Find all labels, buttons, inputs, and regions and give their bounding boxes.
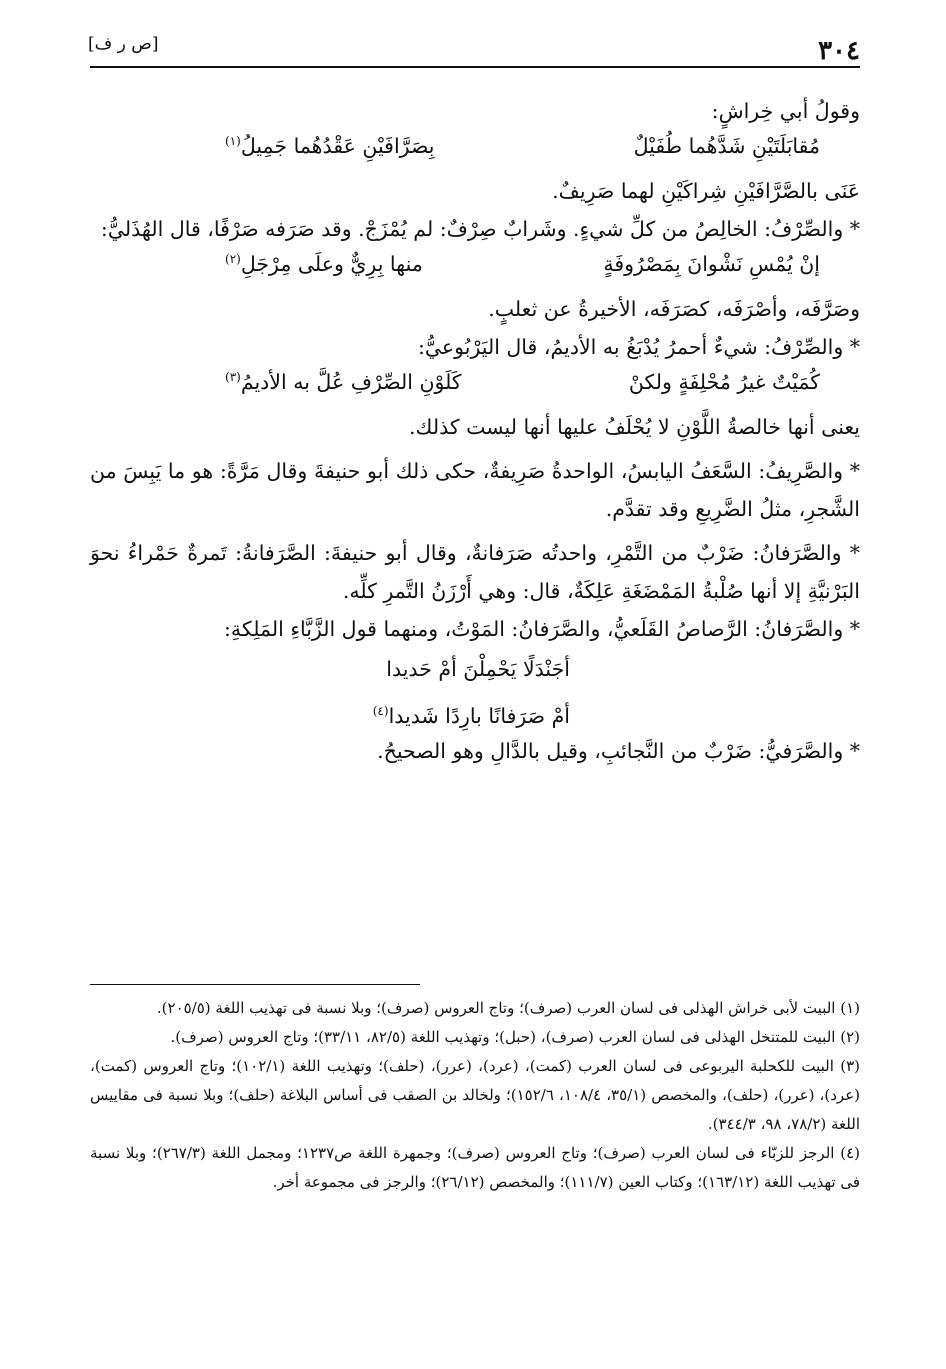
paragraph: * والصِّرْفُ: الخالِصُ من كلِّ شيءٍ. وشَرابٌ صِرْفٌ: لم يُمْزَجْ. وقد صَرَفه صَرْفًا، قال الهُذَليُّ: bbox=[100, 217, 860, 241]
footnote-ref: (٣) bbox=[225, 370, 241, 385]
header-rule bbox=[90, 66, 860, 68]
paragraph: وصَرَّفَه، وأصْرَفَه، كصَرَفَه، الأخيرةُ عن ثعلبٍ. bbox=[488, 297, 860, 321]
paragraph: * والصَّرِيفُ: السَّعَفُ اليابسُ، الواحدةُ صَرِيفةٌ، حكى ذلك أبو حنيفةَ وقال مَرَّةً: هو ما يَبِسَ من الشَّجرِ، مثلُ الضَّرِيعِ وقد تقدَّم. bbox=[90, 459, 860, 521]
paragraph: * والصَّرَفانُ: ضَرْبٌ من التَّمْرِ، واحدتُه صَرَفانةٌ، وقال أبو حنيفةَ: الصَّرَفانةُ: تَمرةٌ حَمْراءُ نحوَ البَرْنيَّةِ إلا أنها صُلْبةُ المَمْضَغَةِ عَلِكَةٌ، قال: وهي أَرْزَنُ التَّمرِ كلِّه. bbox=[90, 541, 860, 603]
verse-line bbox=[90, 130, 860, 172]
verse-line bbox=[90, 248, 860, 290]
rajaz-text: أمْ صَرَفانًا بارِدًا شَديدا bbox=[388, 703, 570, 728]
verse-line bbox=[90, 366, 860, 408]
verse-first-hemistich: مُقابَلَتَيْنِ شَدَّهُما طُفَيْلٌ bbox=[633, 134, 820, 158]
rajaz-line bbox=[90, 690, 860, 732]
footnote-ref: (١) bbox=[225, 134, 241, 149]
footnotes bbox=[90, 994, 860, 1197]
verse-first-hemistich: كُمَيْتٌ غيرُ مُحْلِفَةٍ ولكنْ bbox=[628, 370, 820, 394]
page-header bbox=[88, 28, 860, 66]
footnote-ref: (٢) bbox=[225, 252, 241, 267]
paragraph: وقولُ أبي خِراشٍ: bbox=[711, 99, 860, 123]
paragraph: عَنَى بالصَّرَّافَيْنِ شِراكَيْنِ لهما صَرِيفٌ. bbox=[552, 179, 860, 203]
footnote: (٣) البيت للكحلبة اليربوعى فى لسان العرب (كمت)، (عرد)، (عرر)، (حلف)؛ وتهذيب اللغة (١٠٢/١)؛ وتاج العروس (كمت)، (عرد)، (عرر)، (حلف)، والمخصص (٣٥/١، ١٠٨/٤، ١٥٢/٦)؛ ولخالد بن الصقب فى أساس البلاغة (حلف)؛ وبلا نسبة فى مقاييس اللغة (٧٨/٢، ٩٨، ٣٤٤/٣). bbox=[90, 1057, 860, 1133]
footnote: (٢) البيت للمتنخل الهذلى فى لسان العرب (صرف)، (حبل)؛ وتهذيب اللغة (٨٢/٥، ٣٣/١١)؛ وتاج العروس (صرف). bbox=[170, 1028, 860, 1046]
hemistich-text: كَلَوْنِ الصِّرْفِ عُلَّ به الأديمُ bbox=[240, 370, 462, 394]
footnote: (١) البيت لأبى خراش الهذلى فى لسان العرب (صرف)؛ وتاج العروس (صرف)؛ وبلا نسبة فى تهذيب اللغة (٢٠٥/٥). bbox=[156, 999, 860, 1017]
verse-second-hemistich bbox=[225, 252, 423, 276]
verse-first-hemistich: إنْ يُمْسِ نَشْوانَ بِمَصْرُوفَةٍ bbox=[603, 252, 820, 276]
paragraph: يعنى أنها خالصةُ اللَّوْنِ لا يُحْلَفُ عليها أنها ليست كذلك. bbox=[409, 415, 860, 439]
footnote-rule bbox=[90, 984, 420, 985]
paragraph: * والصَّرَفيُّ: ضَرْبٌ من النَّجائبِ، وقيل بالدَّالِ وهو الصحيحُ. bbox=[377, 739, 860, 763]
rajaz-line: أجَنْدَلًا يَحْمِلْنَ أمْ حَديدا bbox=[386, 657, 570, 681]
footnote: (٤) الرجز للزبّاء فى لسان العرب (صرف)؛ وتاج العروس (صرف)؛ وجمهرة اللغة ص١٢٣٧؛ ومجمل اللغة (٢٦٧/٣)؛ وبلا نسبة فى تهذيب اللغة (١٦٣/١٢)؛ وكتاب العين (١١١/٧)؛ والمخصص (٢٦/١٢)؛ والرجز فى مجموعة أخر. bbox=[90, 1144, 860, 1191]
page-number: ٣٠٤ bbox=[818, 36, 860, 66]
root-label: [ص ر ف] bbox=[88, 34, 159, 54]
hemistich-text: منها بِرِيٌّ وعلَى مِرْجَلِ bbox=[240, 252, 423, 276]
verse-second-hemistich bbox=[225, 370, 462, 394]
main-text bbox=[90, 92, 860, 770]
paragraph: * والصَّرَفانُ: الرَّصاصُ القَلَعيُّ، والصَّرَفانُ: المَوْتُ، ومنهما قول الزَّبَّاءِ المَلِكةِ: bbox=[224, 617, 860, 641]
verse-second-hemistich bbox=[225, 134, 434, 158]
paragraph: * والصِّرْفُ: شيءٌ أحمرُ يُدْبَغُ به الأديمُ، قال اليَرْبُوعيُّ: bbox=[417, 335, 860, 359]
footnote-ref: (٤) bbox=[372, 704, 389, 718]
hemistich-text: بِصَرَّافَيْنِ عَقْدُهُما جَمِيلُ bbox=[240, 134, 435, 158]
